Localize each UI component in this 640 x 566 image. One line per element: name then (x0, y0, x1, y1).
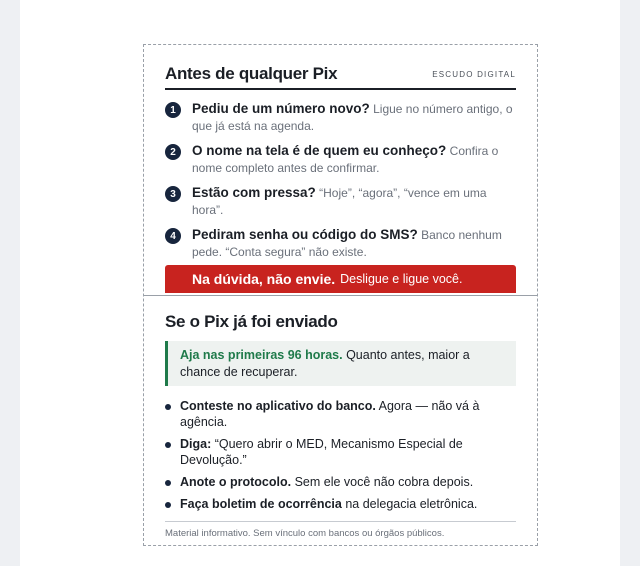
action-item (165, 474, 517, 490)
step-hint: “Hoje”, “agora”, “vence em uma hora”. (192, 186, 487, 217)
step-number-badge: 3 (165, 186, 181, 202)
action-item (165, 436, 517, 468)
step-question: Estão com pressa? (192, 185, 316, 200)
checklist-item (165, 142, 519, 177)
warning-banner-headline: Na dúvida, não envie. (192, 271, 336, 287)
bullet-icon (165, 480, 171, 486)
checklist-item (165, 100, 519, 135)
warning-banner (165, 265, 516, 293)
checklist-item (165, 184, 519, 219)
warning-banner-text: Desligue e ligue você. (340, 272, 463, 286)
step-hint: Confira o nome completo antes de confirmar. (192, 144, 499, 175)
action-item (165, 496, 517, 512)
action-detail: Sem ele você não cobra depois. (291, 475, 474, 489)
step-number-badge: 2 (165, 144, 181, 160)
action-list (165, 398, 517, 518)
checklist (165, 100, 519, 268)
section-title-before: Antes de qualquer Pix (165, 64, 338, 83)
step-question: Pediram senha ou código do SMS? (192, 227, 418, 242)
footer-divider (165, 521, 516, 522)
disclaimer-footer: Material informativo. Sem vínculo com bancos ou órgãos públicos. (165, 528, 445, 539)
brand-label: ESCUDO DIGITAL (432, 70, 516, 79)
action-detail: Agora — não vá à agência. (180, 399, 480, 429)
step-number-badge: 1 (165, 102, 181, 118)
step-question: O nome na tela é de quem eu conheço? (192, 143, 447, 158)
action-detail: “Quero abrir o MED, Mecanismo Especial de Devolução.” (180, 437, 463, 467)
action-detail: na delegacia eletrônica. (341, 497, 478, 511)
action-title: Conteste no aplicativo do banco. (180, 399, 376, 413)
action-title: Diga: (180, 437, 212, 451)
action-title: Anote o protocolo. (180, 475, 292, 489)
page-sheet (20, 0, 620, 566)
section-divider (144, 295, 537, 296)
step-question: Pediu de um número novo? (192, 101, 370, 116)
section-header-before (165, 65, 516, 90)
action-item (165, 398, 517, 430)
step-number-badge: 4 (165, 228, 181, 244)
action-title: Faça boletim de ocorrência (180, 497, 342, 511)
step-hint: Ligue no número antigo, o que já está na agenda. (192, 102, 513, 133)
urgency-callout-text: Quanto antes, maior a chance de recuperar. (180, 348, 470, 379)
bullet-icon (165, 502, 171, 508)
bullet-icon (165, 442, 171, 448)
info-card (143, 44, 538, 546)
section-title-after: Se o Pix já foi enviado (165, 312, 338, 331)
checklist-item (165, 226, 519, 261)
urgency-callout (165, 341, 516, 386)
bullet-icon (165, 404, 171, 410)
urgency-callout-headline: Aja nas primeiras 96 horas. (180, 348, 343, 362)
step-hint: Banco nenhum pede. “Conta segura” não existe. (192, 228, 502, 259)
